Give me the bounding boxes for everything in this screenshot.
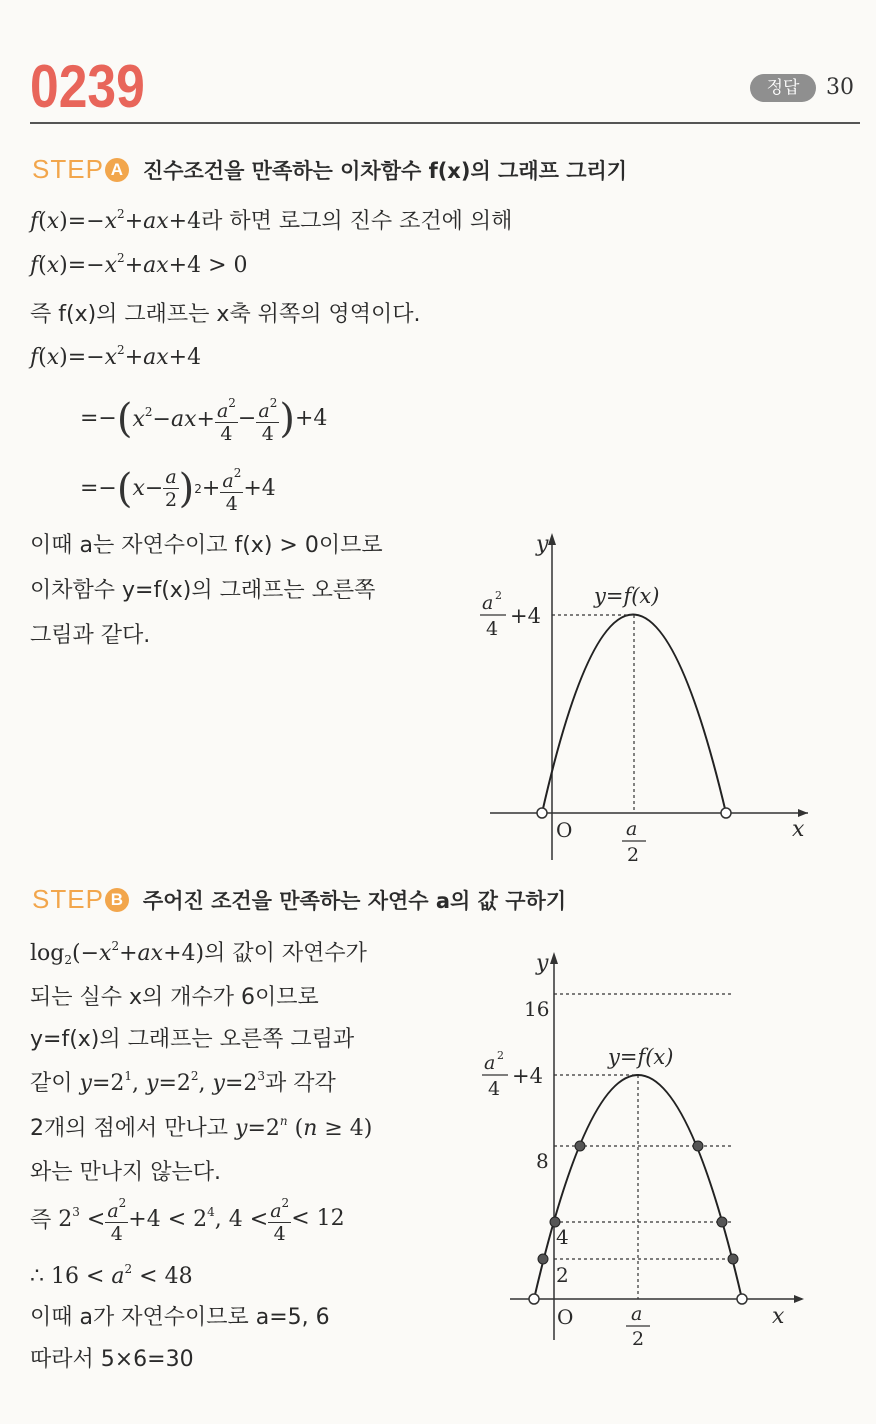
step-a-line-1: $f(x)=-x^2+ax+4$라 하면 로그의 진수 조건에 의해: [30, 207, 513, 234]
svg-text:a: a: [482, 592, 494, 614]
step-b-line-6: 와는 만나지 않는다.: [30, 1160, 221, 1185]
step-a-line-6: =− ( x− $\frac{a}{2}$ ) 2 + $\frac{a^2}{4}$ +4: [80, 462, 276, 515]
step-b-line-2: 되는 실수 x의 개수가 6이므로: [30, 985, 319, 1010]
graph-b-y-arrow: [550, 952, 558, 964]
graph-b-right-root: [737, 1294, 747, 1304]
graph-b-y-label: y: [536, 951, 549, 976]
header-divider: [30, 122, 860, 124]
svg-text:2: 2: [497, 1049, 504, 1062]
step-a-line-8: 이차함수 y=f(x)의 그래프는 오른쪽: [30, 578, 376, 603]
step-a-line-7: 이때 a는 자연수이고 f(x) > 0이므로: [30, 533, 383, 558]
graph-b-x-tick: [626, 1303, 650, 1350]
graph-a-left-root: [537, 808, 547, 818]
problem-number: 0239: [30, 53, 145, 120]
graph-a-origin: O: [556, 818, 573, 842]
svg-text:a: a: [484, 1052, 496, 1074]
step-a-heading: [32, 154, 627, 185]
graph-b-x-arrow: [794, 1295, 804, 1303]
graph-b-peak-tail: +4: [512, 1064, 543, 1088]
step-a-line-5: =− ( $x^2-ax+$ $\frac{a^2}{4}$ − $\frac{a^2}{4}$ ) +4: [80, 392, 327, 445]
step-a-line-4: $f(x)=-x^2+ax+4$: [30, 343, 202, 370]
step-a-line-3: 즉 f(x)의 그래프는 x축 위쪽의 영역이다.: [30, 302, 421, 327]
graph-a: [470, 525, 820, 870]
svg-text:2: 2: [632, 1328, 645, 1350]
step-b-line-7: 즉 $2^3$ < $\frac{a^2}{4}$ $+4 < 2^4$, 4 < $\frac{a^2}{4}$ < 12: [30, 1192, 345, 1245]
graph-b-tick-8: 8: [536, 1149, 549, 1173]
svg-text:4: 4: [486, 618, 499, 640]
step-a-title: 진수조건을 만족하는 이차함수 f(x)의 그래프 그리기: [142, 158, 628, 183]
svg-text:a: a: [626, 818, 638, 840]
step-b-line-10: 따라서 5×6=30: [30, 1347, 194, 1372]
step-b-line-3: y=f(x)의 그래프는 오른쪽 그림과: [30, 1027, 355, 1052]
svg-text:2: 2: [627, 844, 640, 866]
step-b-title: 주어진 조건을 만족하는 자연수 a의 값 구하기: [142, 888, 567, 913]
svg-text:4: 4: [488, 1078, 501, 1100]
graph-b-peak-label: [482, 1049, 543, 1100]
graph-a-y-label: y: [536, 532, 549, 557]
graph-b-left-root: [529, 1294, 539, 1304]
step-a-word: STEP: [32, 154, 104, 184]
graph-b-origin: O: [557, 1305, 574, 1329]
svg-text:2: 2: [495, 589, 502, 602]
step-a-line-9: 그림과 같다.: [30, 623, 151, 648]
graph-a-right-root: [721, 808, 731, 818]
graph-b-tick-2: 2: [556, 1263, 569, 1287]
graph-a-peak-tail: +4: [510, 604, 541, 628]
step-b-letter: B: [105, 888, 129, 912]
step-a-letter: A: [105, 158, 129, 182]
answer-badge: 정답: [750, 74, 816, 102]
graph-a-peak-label: [480, 589, 541, 640]
step-b-word: STEP: [32, 884, 104, 914]
step-b-line-8: ∴ $16 < a^2 < 48$: [30, 1262, 193, 1289]
graph-b-tick-16: 16: [524, 997, 550, 1021]
graph-b-curve-label: y=f(x): [608, 1045, 674, 1069]
step-b-heading: [32, 884, 566, 915]
svg-text:a: a: [631, 1303, 643, 1325]
graph-b-x-label: x: [772, 1304, 785, 1329]
graph-a-y-arrow: [548, 533, 556, 545]
graph-b: [470, 940, 820, 1355]
step-a-line-2: $f(x)=-x^2+ax+4 > 0$: [30, 251, 248, 278]
step-b-line-5: 2개의 점에서 만나고 $y=2^n$ (n ≥ 4): [30, 1114, 373, 1141]
graph-a-x-label: x: [792, 817, 805, 842]
step-b-line-4: 같이 $y=2^1$, $y=2^2$, $y=2^3$과 각각: [30, 1069, 336, 1096]
graph-a-x-tick: [622, 818, 646, 866]
step-b-line-1: $\log_2(-x^2+ax+4)$의 값이 자연수가: [30, 939, 367, 967]
answer-value: 30: [826, 75, 854, 100]
step-b-line-9: 이때 a가 자연수이므로 a=5, 6: [30, 1305, 330, 1330]
graph-a-x-arrow: [798, 809, 808, 817]
graph-b-tick-4: 4: [556, 1225, 569, 1249]
graph-a-curve-label: y=f(x): [594, 584, 660, 608]
